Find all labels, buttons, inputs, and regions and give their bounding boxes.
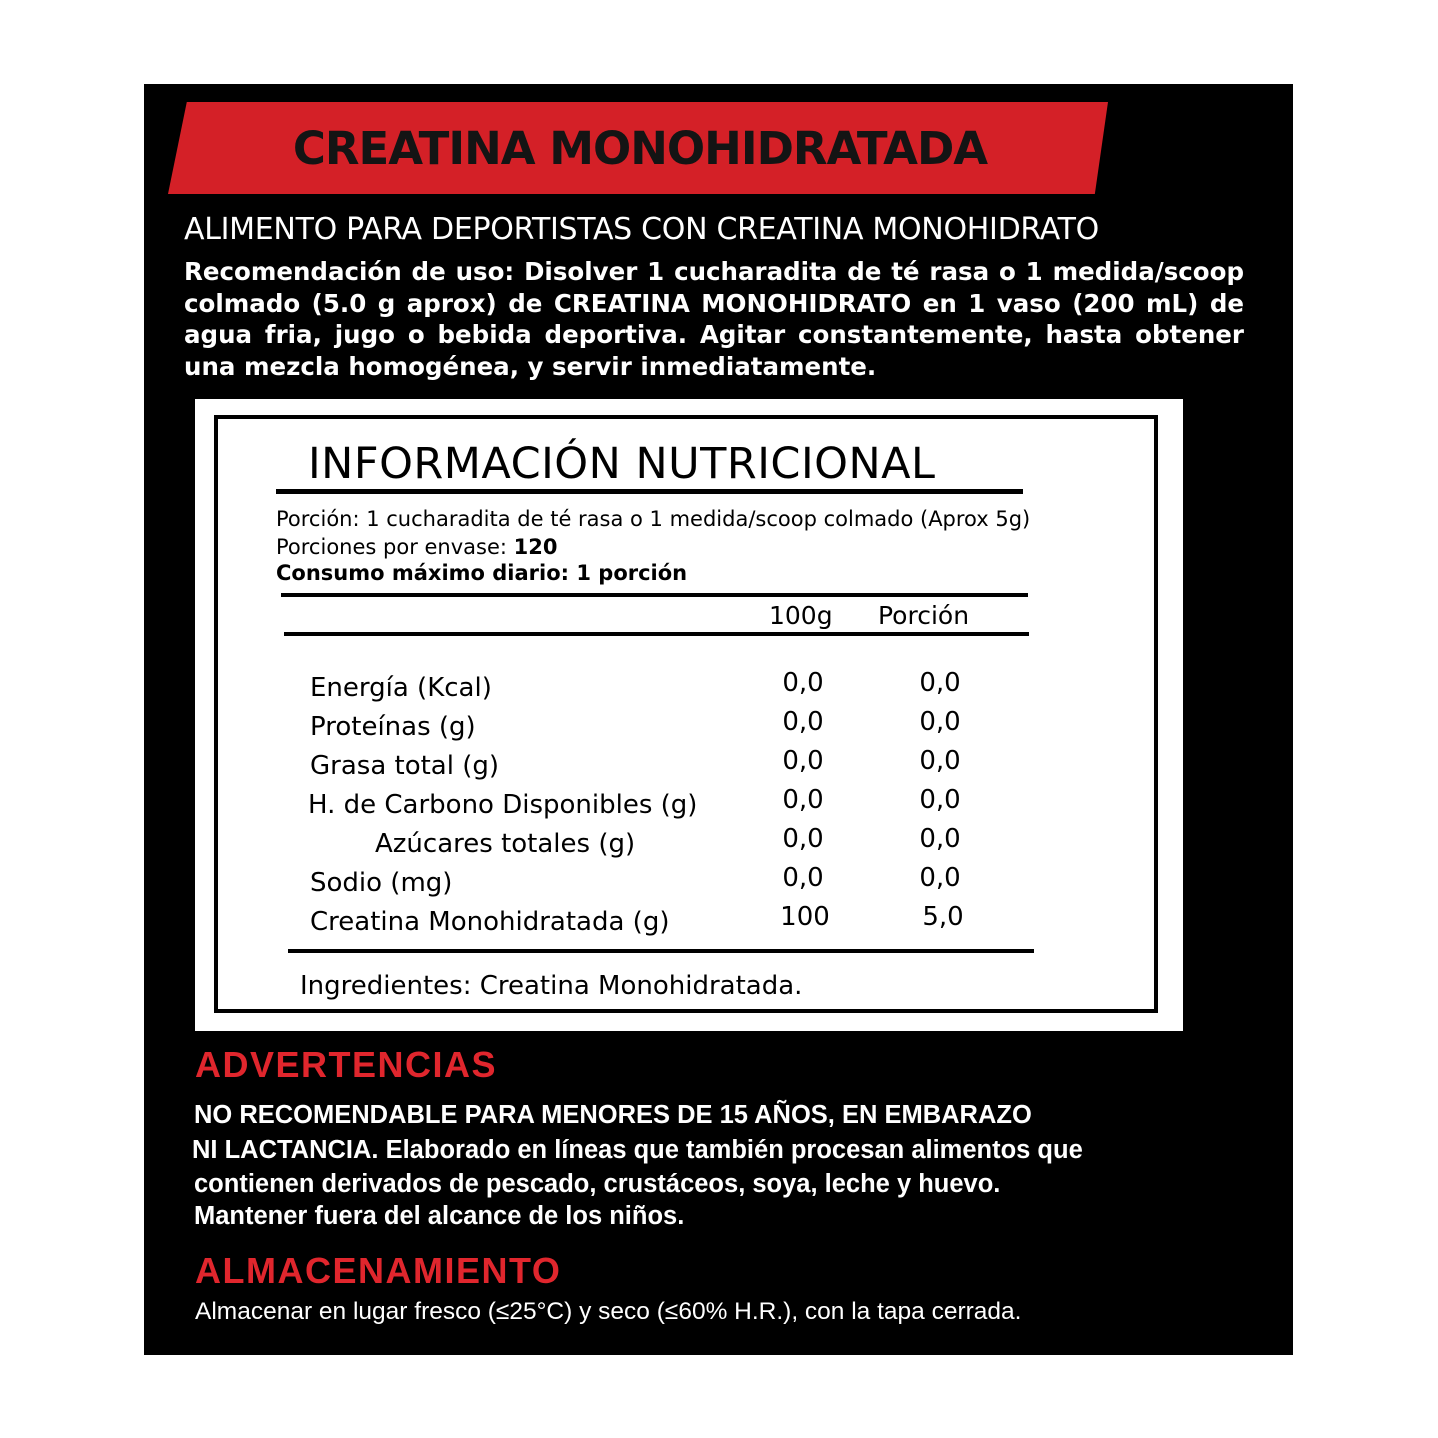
nutrient-value-100g: 0,0 [782, 863, 824, 893]
product-subtitle: ALIMENTO PARA DEPORTISTAS CON CREATINA MONOHIDRATO [184, 212, 1099, 247]
nutrient-label: Sodio (mg) [310, 868, 453, 898]
warning-line: NI LACTANCIA. Elaborado en líneas que también procesan alimentos que [192, 1136, 1083, 1164]
divider [288, 949, 1034, 953]
nutrition-facts-panel [195, 399, 1183, 1031]
label-panel [144, 84, 1293, 1355]
usage-instructions: Recomendación de uso: Disolver 1 cucharadita de té rasa o 1 medida/scoop colmado (5.0 g aprox) de CREATINA MONOHIDRATO en 1 vaso (200 mL) de agua fria, jugo o bebida deportiva. Agitar constantemente, hasta obtener una mezcla homogénea, y servir inmediatamente. [184, 257, 1244, 381]
warning-line: contienen derivados de pescado, crustáceos, soya, leche y huevo. [194, 1170, 1001, 1198]
serving-size: Porción: 1 cucharadita de té rasa o 1 medida/scoop colmado (Aprox 5g) [276, 507, 1031, 531]
ingredients: Ingredientes: Creatina Monohidratada. [300, 971, 803, 1001]
nutrition-facts-frame [214, 415, 1158, 1013]
nutrient-label: Azúcares totales (g) [375, 829, 636, 859]
storage-text: Almacenar en lugar fresco (≤25°C) y seco (≤60% H.R.), con la tapa cerrada. [195, 1298, 1022, 1325]
nutrient-value-portion: 0,0 [919, 746, 961, 776]
nutrient-label: Creatina Monohidratada (g) [310, 907, 670, 937]
nutrient-value-100g: 0,0 [782, 785, 824, 815]
warnings-title: ADVERTENCIAS [195, 1044, 498, 1085]
column-header-100g: 100g [769, 601, 833, 630]
nutrient-label: Proteínas (g) [310, 712, 476, 742]
divider [284, 632, 1029, 636]
product-title: CREATINA MONOHIDRATADA [292, 122, 988, 175]
nutrient-value-100g: 0,0 [782, 668, 824, 698]
nutrient-value-portion: 0,0 [919, 668, 961, 698]
divider [276, 489, 1023, 494]
nutrition-title: INFORMACIÓN NUTRICIONAL [308, 439, 936, 489]
nutrient-value-portion: 0,0 [919, 824, 961, 854]
divider [281, 593, 1028, 597]
servings-per-container [276, 535, 558, 559]
nutrient-value-portion: 5,0 [922, 902, 964, 932]
warning-line: NO RECOMENDABLE PARA MENORES DE 15 AÑOS, EN EMBARAZO [194, 1101, 1032, 1129]
nutrient-value-portion: 0,0 [919, 707, 961, 737]
column-header-portion: Porción [878, 601, 970, 630]
storage-title: ALMACENAMIENTO [195, 1250, 562, 1291]
nutrient-value-portion: 0,0 [919, 863, 961, 893]
nutrient-value-100g: 0,0 [782, 824, 824, 854]
nutrient-label: Energía (Kcal) [310, 673, 492, 703]
nutrient-value-100g: 0,0 [782, 707, 824, 737]
nutrient-value-100g: 100 [780, 902, 830, 932]
warning-line: Mantener fuera del alcance de los niños. [194, 1202, 685, 1230]
nutrient-value-portion: 0,0 [919, 785, 961, 815]
servings-value: 120 [513, 535, 558, 559]
servings-label: Porciones por envase: [276, 535, 507, 559]
nutrient-label: Grasa total (g) [310, 751, 500, 781]
nutrient-value-100g: 0,0 [782, 746, 824, 776]
max-daily-intake: Consumo máximo diario: 1 porción [276, 561, 688, 585]
nutrient-label: H. de Carbono Disponibles (g) [308, 790, 698, 820]
